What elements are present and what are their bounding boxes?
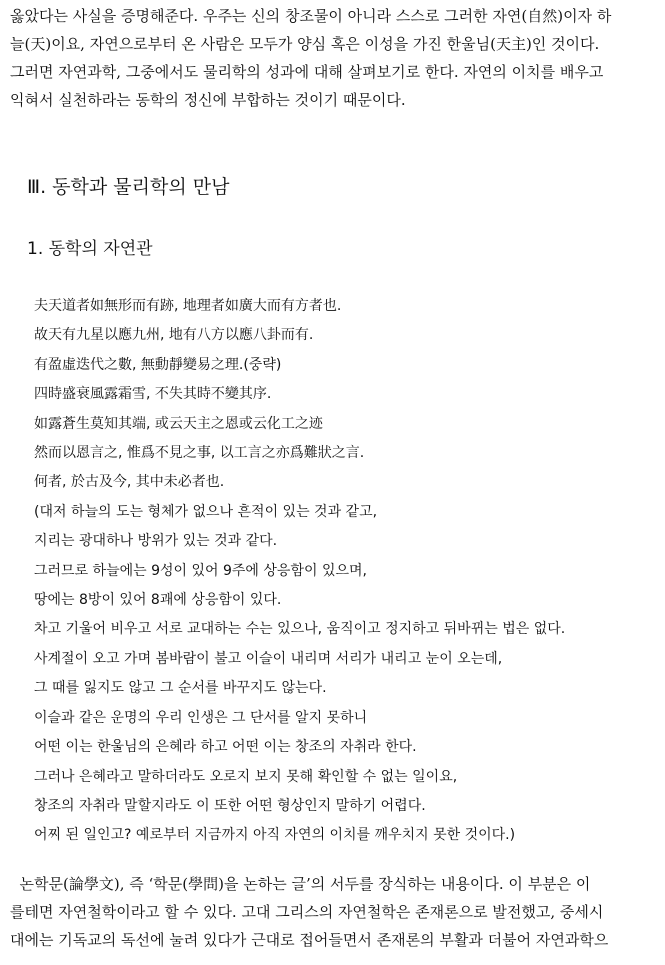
paragraph-line: 늘(天)이요, 자연으로부터 온 사람은 모두가 양심 혹은 이성을 가진 한울님(天主)인 것이다. xyxy=(10,35,600,53)
sub-heading: 1. 동학의 자연관 xyxy=(27,239,153,259)
quote-line: 然而以恩言之, 惟爲不見之事, 以工言之亦爲難狀之言. xyxy=(34,445,365,462)
quote-line: 有盈虛迭代之數, 無動靜變易之理.(중략) xyxy=(34,356,282,373)
quote-line: 何者, 於古及今, 其中未必者也. xyxy=(34,474,225,491)
quote-line: 창조의 자취라 말할지라도 이 또한 어떤 형상인지 말하기 어렵다. xyxy=(34,797,426,814)
quote-line: 어찌 된 일인고? 예로부터 지금까지 아직 자연의 이치를 깨우치지 못한 것이다.) xyxy=(34,827,516,844)
quote-line: 지리는 광대하나 방위가 있는 것과 같다. xyxy=(34,533,278,550)
intro-paragraph xyxy=(10,2,658,114)
quote-line: 그러나 은혜라고 말하더라도 오로지 보지 못해 확인할 수 없는 일이요, xyxy=(34,768,458,785)
quote-line: (대저 하늘의 도는 형체가 없으나 흔적이 있는 것과 같고, xyxy=(34,503,378,520)
quote-line: 四時盛衰風露霜雪, 不失其時不變其序. xyxy=(34,386,272,403)
classical-quote-block xyxy=(34,292,654,851)
quote-line: 차고 기울어 비우고 서로 교대하는 수는 있으나, 움직이고 정지하고 뒤바뀌는 법은 없다. xyxy=(34,621,566,638)
paragraph-line: 익혀서 실천하라는 동학의 정신에 부합하는 것이기 때문이다. xyxy=(10,91,406,109)
section-heading: Ⅲ. 동학과 물리학의 만남 xyxy=(27,176,230,198)
paragraph-line: 논학문(論學文), 즉 ‘학문(學問)을 논하는 글’의 서두를 장식하는 내용이다. 이 부분은 이 xyxy=(10,875,591,893)
quote-line: 如露蒼生莫知其端, 或云天主之恩或云化工之迹 xyxy=(34,415,323,432)
quote-line: 故天有九星以應九州, 地有八方以應八卦而有. xyxy=(34,327,314,344)
closing-paragraph xyxy=(10,870,658,954)
paragraph-line: 대에는 기독교의 독선에 눌려 있다가 근대로 접어들면서 존재론의 부활과 더불어 자연과학으 xyxy=(10,931,609,949)
paragraph-line: 를테면 자연철학이라고 할 수 있다. 고대 그리스의 자연철학은 존재론으로 발전했고, 중세시 xyxy=(10,903,604,921)
quote-line: 어떤 이는 한울님의 은혜라 하고 어떤 이는 창조의 자취라 한다. xyxy=(34,739,417,756)
paragraph-line: 그러면 자연과학, 그중에서도 물리학의 성과에 대해 살펴보기로 한다. 자연의 이치를 배우고 xyxy=(10,63,604,81)
quote-line: 그러므로 하늘에는 9성이 있어 9주에 상응함이 있으며, xyxy=(34,562,367,579)
quote-line: 그 때를 잃지도 않고 그 순서를 바꾸지도 않는다. xyxy=(34,680,327,697)
quote-line: 땅에는 8방이 있어 8괘에 상응함이 있다. xyxy=(34,592,282,609)
paragraph-line: 옳았다는 사실을 증명해준다. 우주는 신의 창조물이 아니라 스스로 그러한 자연(自然)이자 하 xyxy=(10,7,612,25)
quote-line: 이슬과 같은 운명의 우리 인생은 그 단서를 알지 못하니 xyxy=(34,709,368,726)
quote-line: 夫天道者如無形而有跡, 地理者如廣大而有方者也. xyxy=(34,298,342,314)
quote-line: 사계절이 오고 가며 봄바람이 불고 이슬이 내리며 서리가 내리고 눈이 오는데, xyxy=(34,650,503,667)
